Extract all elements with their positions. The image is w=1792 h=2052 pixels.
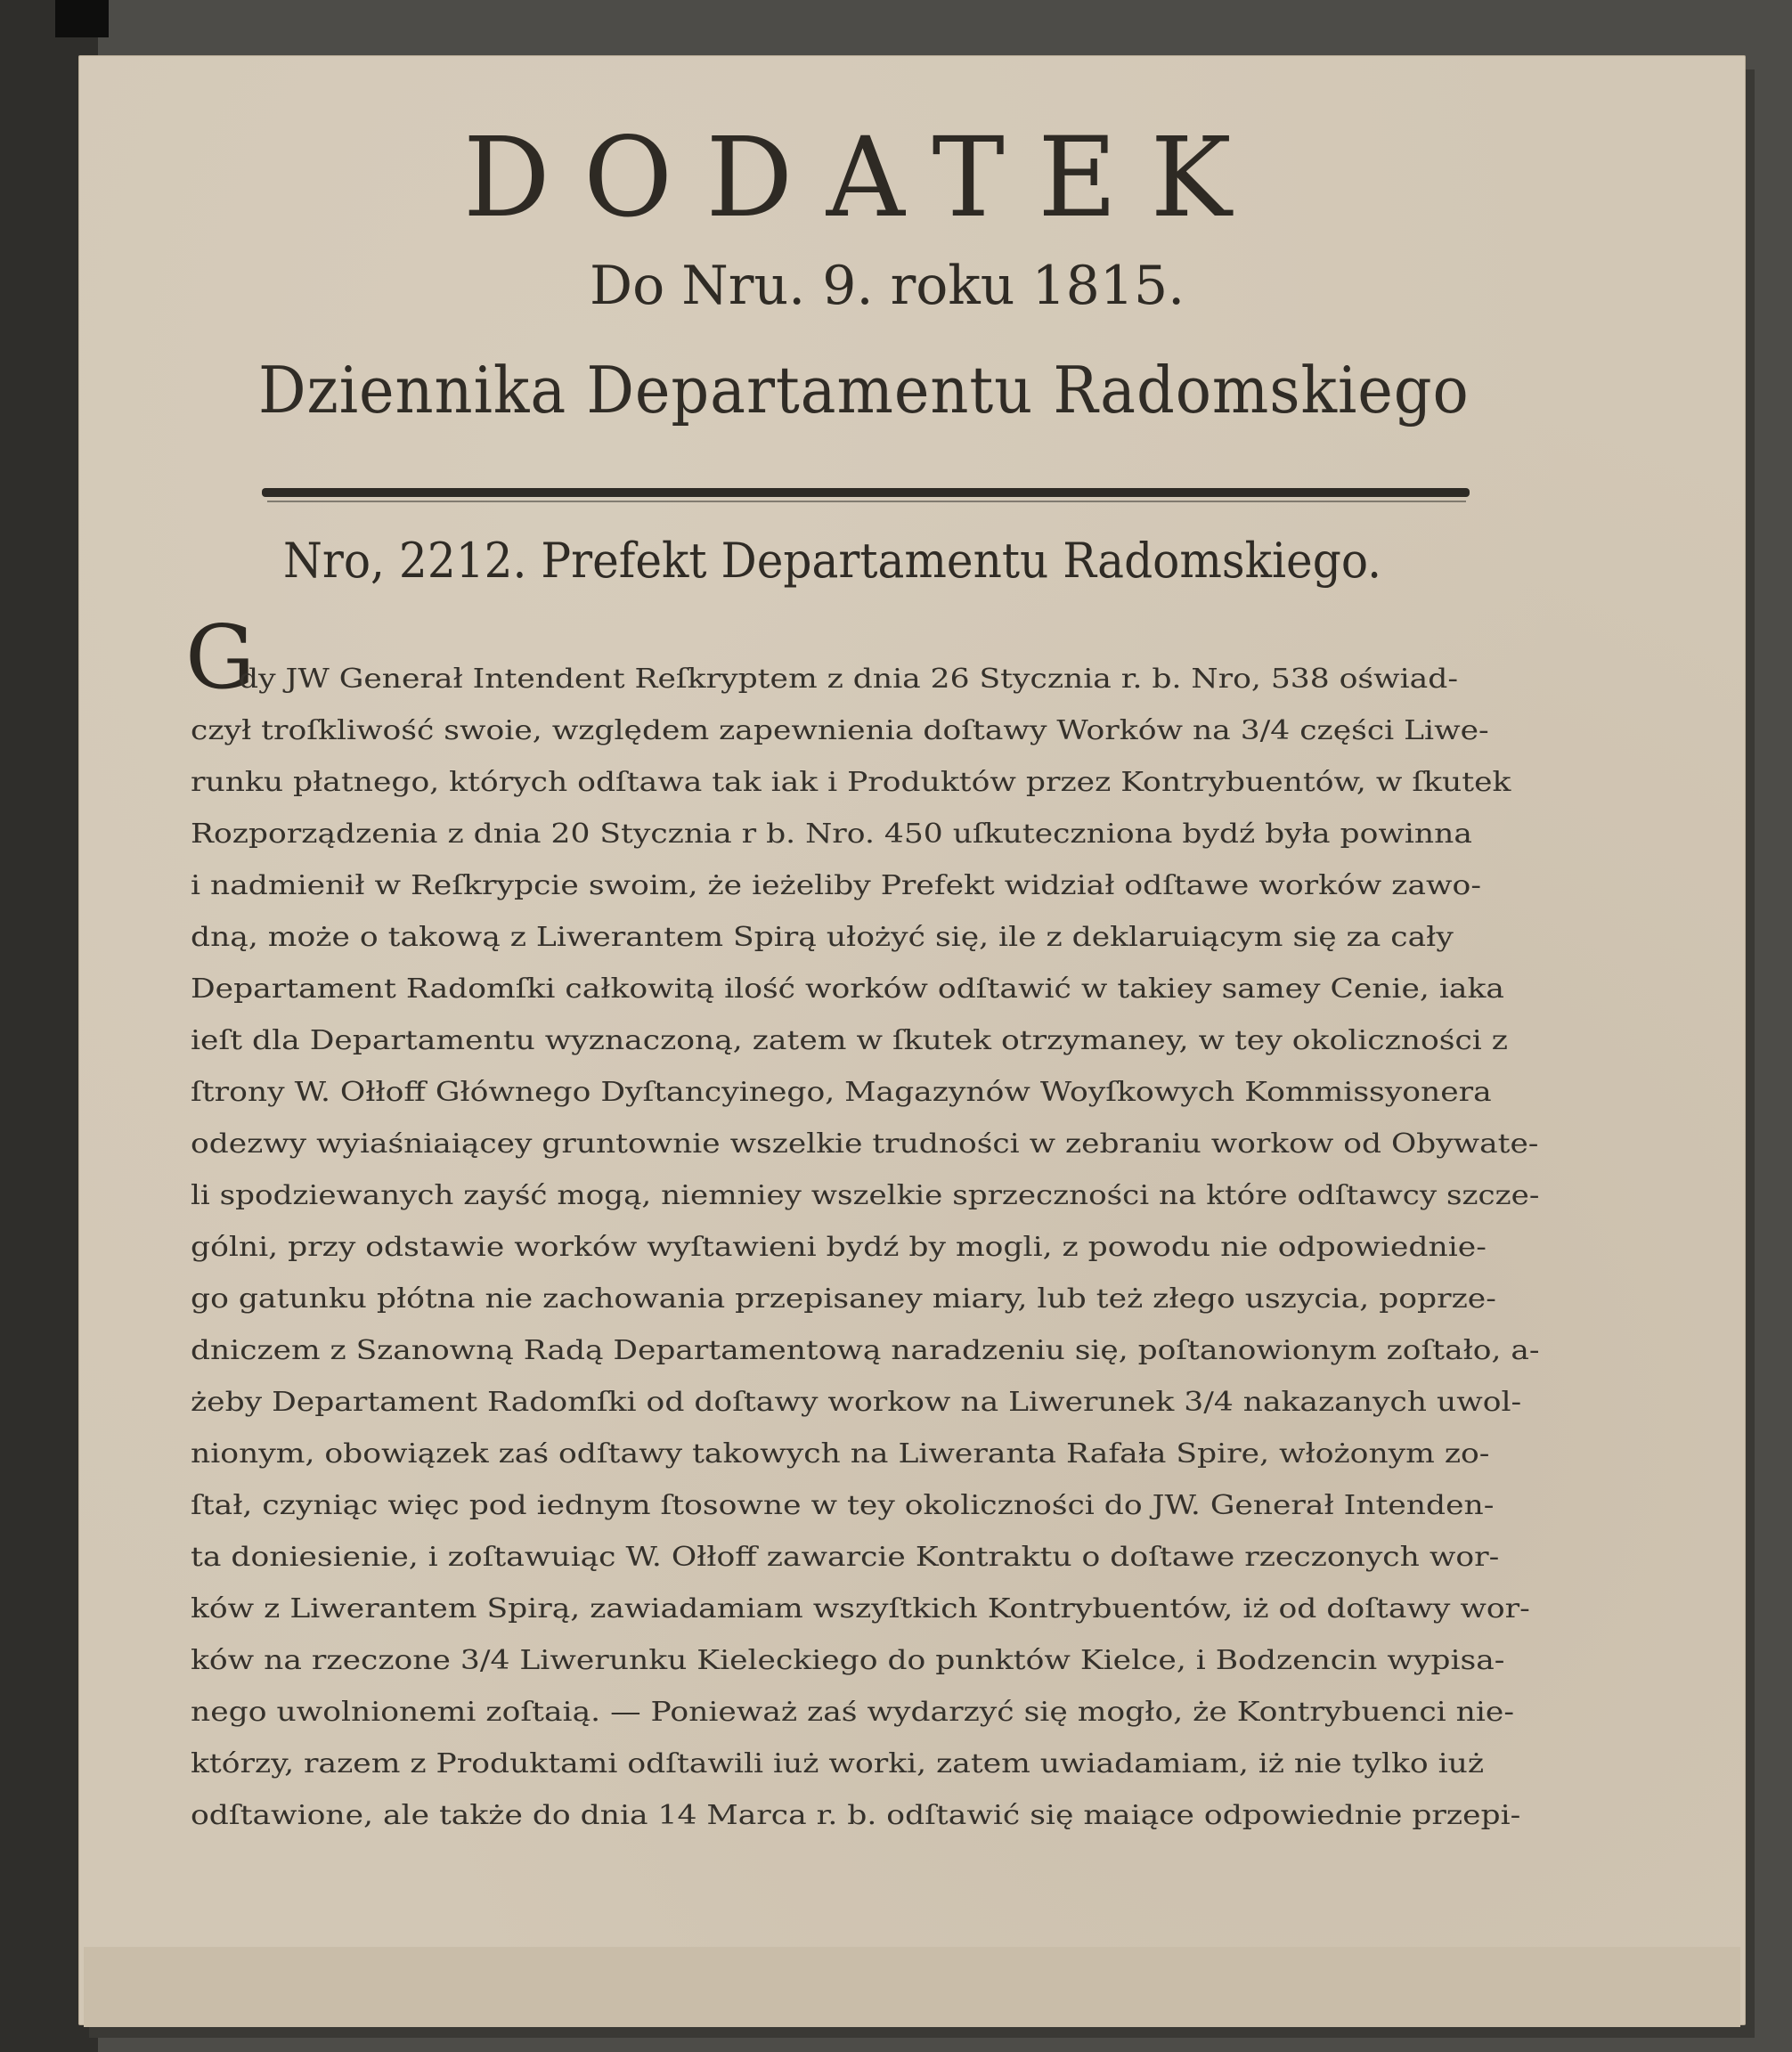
body-line: czył troſkliwość swoie, względem zapewnienia doſtawy Worków na 3/4 części Liwe- xyxy=(191,715,1489,746)
body-line: odſtawione, ale także do dnia 14 Marca r. b. odſtawić się maiące odpowiednie przepi- xyxy=(191,1800,1521,1831)
body-line: ta doniesienie, i zoſtawuiąc W. Ołłoff zawarcie Kontraktu o doſtawe rzeczonych wor- xyxy=(191,1542,1500,1573)
body-line: gólni, przy odstawie worków wyſtawieni bydź by mogli, z powodu nie odpowiednie- xyxy=(191,1232,1487,1263)
body-line: i nadmienił w Reſkrypcie swoim, że ieżeliby Prefekt widział odſtawe worków zawo- xyxy=(191,870,1481,901)
scan-corner-mark xyxy=(55,0,109,37)
body-line: ieſt dla Departamentu wyznaczoną, zatem w ſkutek otrzymaney, w tey okoliczności z xyxy=(191,1025,1508,1056)
body-line: żeby Departament Radomſki od doſtawy workow na Liwerunek 3/4 nakazanych uwol- xyxy=(191,1387,1522,1418)
title-rule xyxy=(262,488,1470,497)
body-line: nego uwolnionemi zoſtaią. — Ponieważ zaś wydarzyć się mogło, że Kontrybuenci nie- xyxy=(191,1697,1514,1728)
body-line: li spodziewanych zayść mogą, niemniey wszelkie sprzeczności na które odſtawcy szcze- xyxy=(191,1180,1540,1211)
body-line: którzy, razem z Produktami odſtawili iuż worki, zatem uwiadamiam, iż nie tylko iuż xyxy=(191,1748,1485,1779)
drop-cap: G xyxy=(185,607,256,709)
body-line: odezwy wyiaśniaiącey gruntownie wszelkie trudności w zebraniu workow od Obywate- xyxy=(191,1128,1539,1160)
body-line: ków z Liwerantem Spirą, zawiadamiam wszyſtkich Kontrybuentów, iż od doſtawy wor- xyxy=(191,1593,1530,1624)
page-bottom-edge xyxy=(84,1947,1740,2027)
body-line: runku płatnego, których odſtawa tak iak i Produktów przez Kontrybuentów, w ſkutek xyxy=(191,767,1511,798)
body-line: dy JW Generał Intendent Reſkryptem z dnia 26 Stycznia r. b. Nro, 538 oświad- xyxy=(239,664,1458,695)
body-line: Rozporządzenia z dnia 20 Stycznia r b. Nro. 450 uſkuteczniona bydź była powinna xyxy=(191,818,1472,850)
body-line: nionym, obowiązek zaś odſtawy takowych na Liweranta Rafała Spire, włożonym zo- xyxy=(191,1438,1490,1470)
section-heading: Nro, 2212. Prefekt Departamentu Radomskiego. xyxy=(283,533,1382,589)
body-line: ſtrony W. Ołłoff Głównego Dyſtancyinego, Magazynów Woyſkowych Kommissyonera xyxy=(191,1077,1492,1108)
journal-name: Dziennika Departamentu Radomskiego xyxy=(258,353,1470,428)
document-title: DODATEK xyxy=(463,114,1266,242)
issue-line: Do Nru. 9. roku 1815. xyxy=(590,255,1185,317)
body-line: ſtał, czyniąc więc pod iednym ſtosowne w tey okoliczności do JW. Generał Intenden- xyxy=(191,1490,1495,1521)
body-line: go gatunku płótna nie zachowania przepisaney miary, lub też złego uszycia, poprze- xyxy=(191,1283,1496,1315)
body-line: dniczem z Szanowną Radą Departamentową naradzeniu się, poſtanowionym zoſtało, a- xyxy=(191,1335,1540,1366)
body-line: Departament Radomſki całkowitą ilość worków odſtawić w takiey samey Cenie, iaka xyxy=(191,973,1504,1005)
body-line: dną, może o takową z Liwerantem Spirą ułożyć się, ile z deklaruiącym się za cały xyxy=(191,922,1454,953)
title-rule-shadow xyxy=(267,501,1466,502)
body-line: ków na rzeczone 3/4 Liwerunku Kieleckiego do punktów Kielce, i Bodzencin wypisa- xyxy=(191,1645,1505,1676)
